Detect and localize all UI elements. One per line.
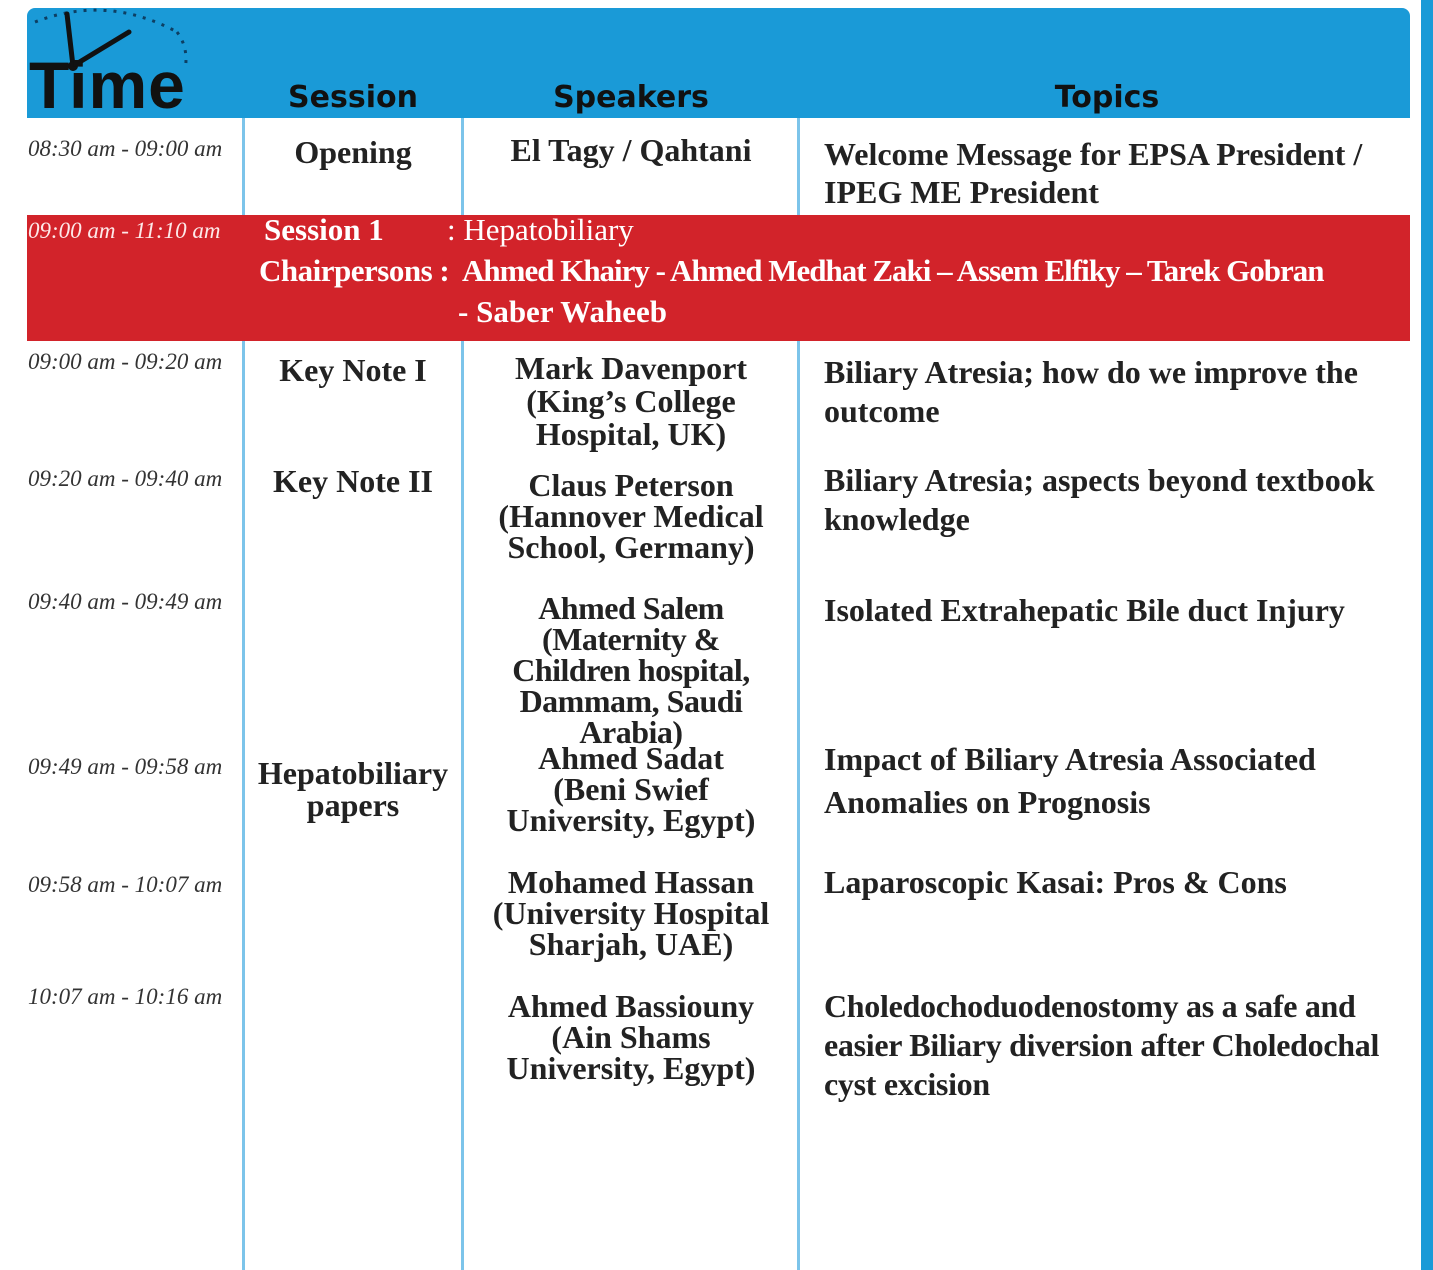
speaker-name: Mark Davenport — [515, 350, 747, 386]
row-topic: Isolated Extrahepatic Bile duct Injury — [824, 592, 1345, 628]
speaker-affiliation: (Hannover Medical School, Germany) — [498, 498, 764, 565]
row-time: 09:58 am - 10:07 am — [28, 872, 223, 897]
session-banner-chairs-cont: - Saber Waheeb — [458, 294, 667, 329]
row-time: 10:07 am - 10:16 am — [28, 984, 223, 1009]
row-time: 09:49 am - 09:58 am — [28, 754, 223, 779]
session-banner-name: : Hepatobiliary — [447, 212, 634, 247]
speaker-affiliation: (Maternity & Children hospital, Dammam, Saudi Arabia) — [512, 621, 750, 750]
row-topic: Choledochoduodenostomy as a safe and easier Biliary diversion after Choledochal cyst excision — [824, 988, 1380, 1102]
row-topic: Welcome Message for EPSA President / IPEG ME President — [824, 136, 1363, 210]
row-session: Key Note I — [279, 352, 427, 388]
table-header — [27, 8, 1410, 122]
row-topic: Laparoscopic Kasai: Pros & Cons — [824, 864, 1287, 900]
time-column-header: Time — [29, 48, 186, 122]
speaker-affiliation: (University Hospital Sharjah, UAE) — [492, 895, 770, 962]
speaker-affiliation: (King’s College Hospital, UK) — [526, 383, 736, 452]
row-speakers: El Tagy / Qahtani — [510, 132, 752, 168]
row-speakers — [465, 352, 797, 451]
row-time: 09:40 am - 09:49 am — [28, 589, 223, 614]
row-time: 09:20 am - 09:40 am — [28, 466, 223, 491]
row-session: Opening — [294, 134, 412, 170]
row-topic: Biliary Atresia; aspects beyond textbook knowledge — [824, 462, 1375, 537]
session-banner-label: Session 1 — [264, 212, 384, 247]
row-time: 08:30 am - 09:00 am — [28, 136, 223, 161]
row-speakers — [465, 590, 797, 750]
speaker-affiliation: (Beni Swief University, Egypt) — [506, 771, 756, 838]
speaker-name: Ahmed Bassiouny — [507, 988, 755, 1024]
row-speakers — [465, 740, 797, 838]
row-speakers — [465, 864, 797, 962]
row-topic: Impact of Biliary Atresia Associated Anomalies on Prognosis — [824, 741, 1316, 820]
session-column-header: Session — [288, 80, 418, 115]
row-speakers — [465, 467, 797, 565]
speaker-affiliation: (Ain Shams University, Egypt) — [506, 1019, 756, 1086]
session-banner-chairs: Ahmed Khairy - Ahmed Medhat Zaki – Assem Elfiky – Tarek Gobran — [462, 253, 1324, 288]
speaker-name: Mohamed Hassan — [507, 864, 755, 900]
session-banner-chair-label: Chairpersons : — [259, 253, 450, 288]
speaker-name: Ahmed Salem — [538, 590, 724, 626]
right-edge-bar — [1421, 0, 1433, 1270]
topics-column-header: Topics — [1054, 80, 1160, 115]
row-time: 09:00 am - 09:20 am — [28, 349, 223, 374]
row-session: Key Note II — [273, 463, 433, 499]
session-banner-time: 09:00 am - 11:10 am — [28, 218, 221, 243]
row-topic: Biliary Atresia; how do we improve the outcome — [824, 354, 1358, 429]
speaker-name: Claus Peterson — [528, 467, 734, 503]
speakers-column-header: Speakers — [553, 80, 709, 115]
row-session: Hepatobiliary papers — [257, 755, 449, 823]
speaker-name: Ahmed Sadat — [538, 740, 724, 776]
row-speakers — [465, 988, 797, 1086]
